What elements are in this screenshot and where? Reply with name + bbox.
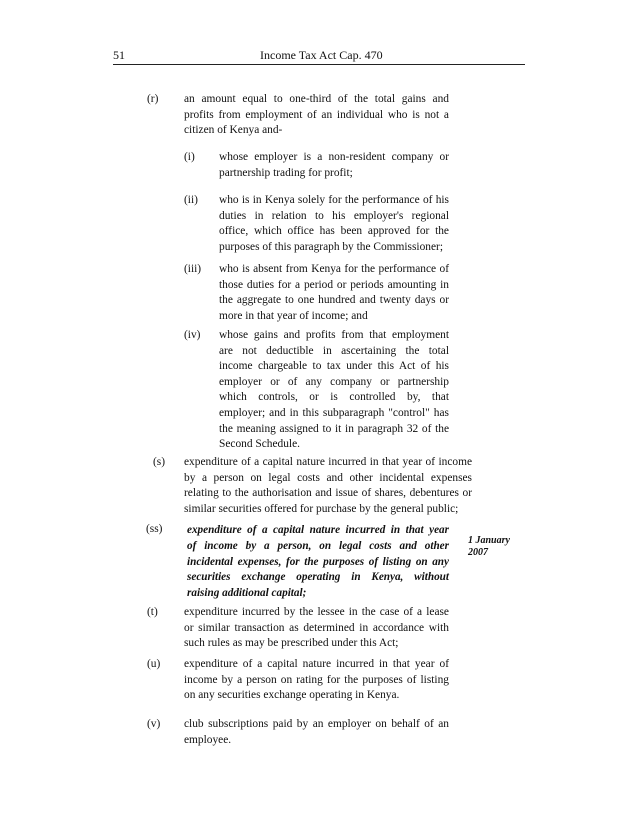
paragraph-label: (t) (147, 606, 158, 618)
paragraph-text (184, 92, 449, 139)
subparagraph-label: (iv) (184, 329, 201, 341)
subparagraph-text (219, 328, 449, 453)
text-line: relating to the authorisation and issue of shares, debentures or (184, 487, 472, 500)
paragraph-text (184, 605, 449, 652)
text-line: citizen of Kenya and- (184, 124, 283, 137)
text-line: income by a person on rating for the purposes of listing (184, 673, 449, 686)
text-line: employee. (184, 733, 232, 746)
running-header-title: Income Tax Act Cap. 470 (260, 48, 383, 62)
text-line: by a person on legal costs and other incidental expenses (184, 471, 472, 484)
text-line: whose employer is a non-resident company or (219, 151, 449, 163)
text-line: employer or of any company or partnership (219, 375, 449, 388)
paragraph-text-amended (187, 523, 449, 602)
subparagraph-text (219, 262, 449, 324)
paragraph-text (184, 717, 449, 748)
text-line: who is absent from Kenya for the performance of (219, 263, 449, 275)
subparagraph-text (219, 193, 449, 255)
text-line: profits from employment of an individual who is not a (184, 108, 449, 121)
text-line: similar securities offered for purchase by the general public; (184, 502, 459, 515)
text-line: employer; and in this subparagraph "control" has (219, 406, 449, 419)
text-line: purposes of this paragraph by the Commissioner; (219, 240, 443, 253)
text-line: raising additional capital; (187, 587, 307, 600)
text-line: or similar transaction as determined in accordance with (184, 621, 449, 634)
text-line: the aggregate to one hundred and twenty days or (219, 294, 449, 307)
text-line: incidental expenses, for the purposes of listing on any (187, 555, 449, 568)
text-line: expenditure of a capital nature incurred in that year of income (184, 456, 472, 468)
paragraph-text (184, 657, 449, 704)
subparagraph-label: (iii) (184, 263, 202, 275)
text-line: Second Schedule. (219, 438, 300, 451)
text-line: the meaning assigned to it in paragraph 32 of the (219, 422, 449, 435)
paragraph-label: (r) (147, 93, 159, 105)
paragraph-label: (v) (147, 718, 161, 730)
page-number: 51 (113, 48, 125, 62)
text-line: such rules as may be prescribed under this Act; (184, 637, 399, 650)
margin-note-date (468, 535, 510, 559)
text-line: securities exchange operating in Kenya, without (187, 571, 449, 584)
text-line: those duties for a period or periods amounting in (219, 278, 449, 291)
margin-note-line: 2007 (468, 547, 488, 558)
text-line: expenditure of a capital nature incurred in that year of (184, 658, 449, 670)
text-line: which controls, or is controlled by, that (219, 391, 449, 404)
text-line: are not deductible in ascertaining the total (219, 344, 449, 357)
text-line: who is in Kenya solely for the performance of his (219, 194, 449, 206)
header-rule (113, 64, 525, 65)
text-line: expenditure of a capital nature incurred in that year (187, 524, 449, 536)
text-line: of income by a person, on legal costs and other (187, 539, 449, 552)
text-line: expenditure incurred by the lessee in the case of a lease (184, 606, 449, 618)
paragraph-label: (s) (153, 456, 166, 468)
text-line: office, which office has been approved for the (219, 225, 449, 238)
subparagraph-label: (i) (184, 151, 195, 163)
paragraph-text (184, 455, 472, 517)
text-line: club subscriptions paid by an employer on behalf of an (184, 718, 449, 730)
text-line: whose gains and profits from that employment (219, 329, 449, 341)
text-line: an amount equal to one-third of the total gains and (184, 93, 449, 105)
paragraph-label: (ss) (146, 523, 163, 535)
margin-note-line: 1 January (468, 535, 510, 546)
paragraph-label: (u) (147, 658, 161, 670)
text-line: on any securities exchange operating in Kenya. (184, 689, 400, 702)
text-line: more in that year of income; and (219, 309, 368, 322)
text-line: income chargeable to tax under this Act of his (219, 360, 449, 373)
subparagraph-text (219, 150, 449, 181)
text-line: partnership trading for profit; (219, 166, 353, 179)
subparagraph-label: (ii) (184, 194, 198, 206)
text-line: duties in relation to his employer's regional (219, 209, 449, 222)
